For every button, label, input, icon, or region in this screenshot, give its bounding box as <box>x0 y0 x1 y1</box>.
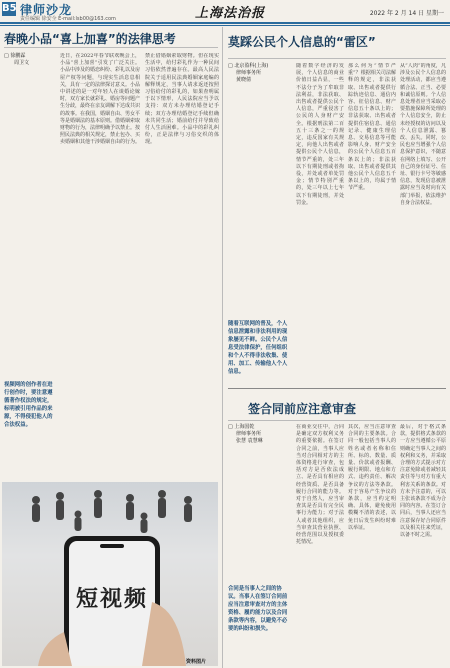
author-line: □ 上海国乾 <box>228 424 255 430</box>
article3-rule <box>228 420 446 421</box>
editor-meta: 责任编辑 徐安全 E-mail:lsb00@163.com <box>20 16 116 22</box>
article2-pull-quote: 随着互联网的普及，个人信息泄露和非法利用的现象屡见不鲜。公民个人信息受法律保护，任何组织和个人不得非法收集、使用、加工、传输他人个人信息。 <box>228 321 288 375</box>
author-line: □ 北京盈科(上海) <box>228 63 269 69</box>
phone-screen-text: 短视频 <box>75 586 148 612</box>
article1-pull-quote: 视频网的创作者在进行创作时，要注意遵循著作权法的规定，标明被引用作品的来源，不得侵犯他人的合法权益。 <box>4 382 53 428</box>
article2-column-2: 那么何为“情节严重”？根据相关司法解释的规定，非法获取、出售或者提供行踪轨迹信息、通信内容、征信信息、财产信息五十条以上的；非法获取、出售或者提供住宿信息、通信记录、健康生理信息、交易信息等可能影响人身、财产安全的公民个人信息五百条以上的；非法获取、出售或者提供其他公民个人信息五千条以上的，均属于情节严重。 <box>348 63 396 192</box>
section-name: 律师沙龙 <box>20 3 73 17</box>
article1-rule <box>4 47 218 48</box>
article2-column-1: 随着数字经济的发展，个人信息的商业价值日益凸显，一些不法分子为了牟取非法利益，非法获取、出售或者提供公民个人信息，严重侵害了公民的人身财产安全。根据刑法第二百五十三条之一的规定，违反国家有关规定，向他人出售或者提供公民个人信息，情节严重的，处三年以下有期徒刑或者拘役，并处或者单处罚金；情节特别严重的，处三年以上七年以下有期徒刑，并处罚金。 <box>296 63 344 206</box>
article1-byline <box>4 53 54 67</box>
article3-column-1: 在商业交往中，合同是确定双方权利义务的重要依据。在签订合同之前，当事人应当对合同相对方的主体资格进行审查，包括对方是否依法成立、是否具有相应的经营资质、是否具备履行合同的能力等。对于自然人，应当审查其是否具有完全民事行为能力；对于法人或者其他组织，应当审查其营业执照、经营范围以及授权委托情况。 <box>296 424 344 546</box>
author-line: 张慧 袁慧琳 <box>236 438 263 444</box>
article3-title: 签合同前应注意审查 <box>248 402 357 416</box>
header-divider-thin <box>0 25 450 26</box>
issue-date: 2022 年 2 月 14 日 星期一 <box>369 10 444 17</box>
author-line: □ 徐鹏霖 <box>4 53 26 59</box>
article1-photo <box>2 482 218 666</box>
article1-column-1: 近日，在2022年春节联欢晚会上，小品“喜上加喜”引发了广泛关注。小品中涉及的婚恋纠纷、彩礼以及房屋产权等问题，与现实生活息息相关，具有一定的法律探讨意义。小品中讲述的是一对年轻人在谈婚论嫁时，双方家长就彩礼、婚房等问题产生分歧，最终在亲友调解下达成共识的故事。在我国，婚姻自由、男女平等是婚姻法的基本原则。借婚姻索取财物的行为，法律明确予以禁止。按照民法典的相关规定，禁止包办、买卖婚姻和其他干涉婚姻自由的行为。 <box>60 53 140 146</box>
article3-pull-quote: 合同是当事人之间的协议。当事人在签订合同前应当注意审查对方的主体资格、履约能力以及合同条款等内容，以避免不必要的纠纷和损失。 <box>228 586 288 632</box>
photo-credit: 资料图片 <box>186 659 207 665</box>
newspaper-masthead: 上海法治报 <box>195 6 266 21</box>
author-line: 律师事务所 <box>236 70 262 76</box>
article3-column-3: 最后，对于格式条款，提供格式条款的一方应当遵循公平原则确定当事人之间的权利和义务，并采取合理的方式提示对方注意免除或者减轻其责任等与对方有重大利害关系的条款。对方未予注意的，可以主张该条款不成为合同的内容。在签订合同后，当事人还应当注意保存好合同原件以及相关往来凭证，以备不时之需。 <box>400 424 446 539</box>
article2-column-3: 从“人肉”的角度，凡涉及公民个人信息的处理活动，都应当遵循合法、正当、必要和诚信原则。个人信息处理者应当采取必要措施保障所处理的个人信息安全，防止未经授权的访问以及个人信息泄露、篡改、丢失。同时，公民也应当增强个人信息保护意识，不随意在网络上填写、公开自己的身份证号、住址、银行卡号等敏感信息，发现信息被泄露时应当及时向有关部门举报，依法维护自身合法权益。 <box>400 63 446 206</box>
article2-title: 莫踩公民个人信息的“雷区” <box>228 35 376 49</box>
article3-byline <box>228 424 292 445</box>
smartphone-illustration <box>2 482 218 666</box>
section-divider <box>228 388 446 389</box>
column-divider <box>222 27 223 668</box>
page-header <box>0 0 450 22</box>
article2-byline <box>228 63 292 84</box>
author-line: 周卫文 <box>14 60 30 66</box>
header-divider <box>0 22 450 24</box>
article1-column-2: 禁止借婚姻索取财物。但在现实生活中，给付彩礼作为一种民间习俗依然普遍存在。最高人民法院关于适用民法典婚姻家庭编的解释规定，当事人请求返还按照习俗给付的彩礼的，如果查明属于以下情形，人民法院应当予以支持：双方未办理结婚登记手续；双方办理结婚登记手续但确未共同生活；婚前给付并导致给付人生活困难。小品中的彩礼纠纷，正是法律与习俗交织的体现。 <box>145 53 219 146</box>
article2-rule <box>228 58 446 59</box>
article3-column-2: 其次，应当注意审查合同的主要条款。合同一般包括当事人的姓名或者名称和住所、标的、数量、质量、价款或者报酬、履行期限、地点和方式、违约责任、解决争议的方法等条款。对于容易产生争议的条款，应当约定明确、具体，避免使用模糊不清的表述，以免日后发生纠纷时难以举证。 <box>348 424 396 531</box>
article1-title: 春晚小品“喜上加喜”的法律思考 <box>4 32 176 46</box>
author-line: 黄晓倩 <box>236 77 252 83</box>
author-line: 律师事务所 <box>236 431 262 437</box>
page-number-badge: B5 <box>2 3 17 14</box>
